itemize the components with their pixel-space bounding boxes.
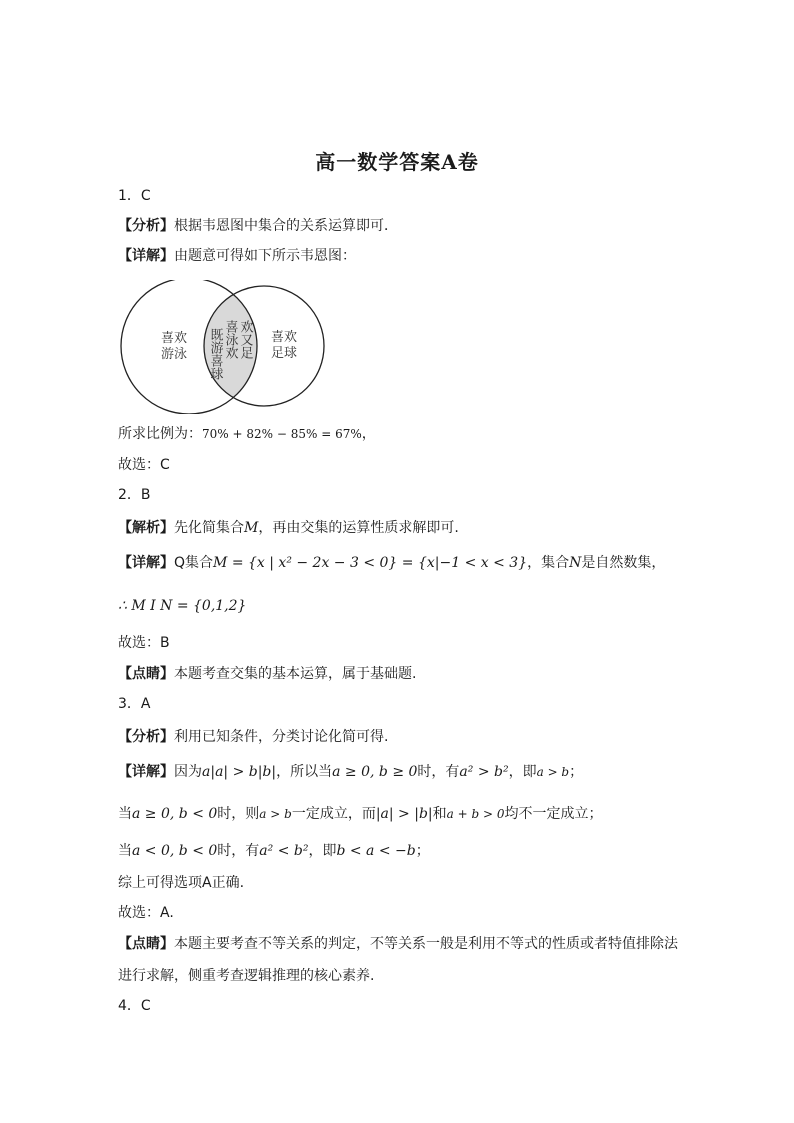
q3-case3-a: 当 <box>118 843 132 859</box>
q3-case2-cond: a ≥ 0, b < 0 <box>132 806 218 822</box>
q3-detail-sq: a² > b² <box>459 764 509 780</box>
q1-ratio <box>118 424 376 444</box>
q3-detail-cond: a ≥ 0, b ≥ 0 <box>332 764 418 780</box>
q3-case2-c: 一定成立，而 <box>291 806 376 822</box>
q1-ratio-end: ， <box>361 426 376 442</box>
q3-case3-c: ，即 <box>308 843 337 859</box>
venn-left-label-2: 游泳 <box>161 347 188 362</box>
q2-detail-N: N <box>569 555 582 571</box>
q3-case3-d: ； <box>415 843 430 859</box>
q2-detail <box>118 553 665 573</box>
q3-detail-e: ； <box>569 764 584 780</box>
q1-detail-text: 由题意可得如下所示韦恩图： <box>174 248 356 264</box>
q3-analysis <box>118 727 388 747</box>
q2-detail-b: ，集合 <box>527 555 570 571</box>
q3-detail-c: 时，有 <box>417 764 460 780</box>
q3-comment-1 <box>118 934 678 954</box>
q3-detail-d: ，即 <box>508 764 537 780</box>
q3-case2-a: 当 <box>118 806 132 822</box>
q3-case2-res: a > b <box>259 807 292 821</box>
q4-answer: 4．C <box>118 998 151 1014</box>
q3-case2-e: 均不一定成立； <box>504 806 603 822</box>
q3-detail-ineq: a|a| > b|b| <box>202 764 277 780</box>
q3-comment-tag: 【点睛】 <box>118 936 174 952</box>
q3-comment-line1: 本题主要考查不等关系的判定，不等关系一般是利用不等式的性质或者特值排除法 <box>174 936 678 952</box>
q3-case2-sum: a + b > 0 <box>446 807 505 821</box>
q3-case3-cond: a < 0, b < 0 <box>132 843 218 859</box>
q2-detail-tag: 【详解】 <box>118 555 174 571</box>
q2-therefore: ∴ M I N = {0,1,2} <box>118 598 247 614</box>
q2-detail-a: Q集合 <box>174 555 214 571</box>
q3-case3 <box>118 841 430 861</box>
venn-left-label-1: 喜欢 <box>161 331 188 346</box>
q2-analysis-text-b: ，再由交集的运算性质求解即可. <box>258 520 459 536</box>
q2-analysis-text-a: 先化简集合 <box>174 520 244 536</box>
venn-mid-col-3: 欢又足 <box>237 320 253 359</box>
q1-analysis-text: 根据韦恩图中集合的关系运算即可． <box>174 218 398 234</box>
q3-case2-b: 时，则 <box>217 806 260 822</box>
q1-detail-tag: 【详解】 <box>118 248 174 264</box>
q2-answer: 2．B <box>118 487 151 503</box>
q3-analysis-tag: 【分析】 <box>118 729 174 745</box>
q2-analysis <box>118 518 459 538</box>
q1-analysis-tag: 【分析】 <box>118 218 174 234</box>
q3-comment-2: 进行求解，侧重考查逻辑推理的核心素养. <box>118 968 375 984</box>
q3-detail-b: ，所以当 <box>276 764 333 780</box>
page-title: 高一数学答案A卷 <box>315 150 479 174</box>
q3-case2-abs: |a| > |b| <box>375 806 433 822</box>
venn-right-label-2: 足球 <box>271 346 298 361</box>
venn-mid-col-2: 喜泳欢 <box>222 320 238 359</box>
q3-summary: 综上可得选项A正确. <box>118 875 245 891</box>
q1-analysis <box>118 216 398 236</box>
q3-choose: 故选：A. <box>118 905 174 921</box>
q3-detail <box>118 762 583 782</box>
venn-diagram <box>118 280 333 414</box>
q3-detail-res: a > b <box>536 765 570 779</box>
q3-answer: 3．A <box>118 696 151 712</box>
q3-case2-d: 和 <box>432 806 447 822</box>
venn-right-label-1: 喜欢 <box>271 330 298 345</box>
q2-detail-c: 是自然数集， <box>581 555 666 571</box>
q3-case3-b: 时，有 <box>217 843 260 859</box>
q3-case3-sq: a² < b² <box>259 843 309 859</box>
q3-analysis-text: 利用已知条件，分类讨论化简可得. <box>174 729 389 745</box>
q3-case2 <box>118 804 602 824</box>
venn-mid-col-1: 既游喜球 <box>207 328 223 380</box>
q2-comment-tag: 【点睛】 <box>118 666 174 682</box>
q2-detail-set: M = {x | x² − 2x − 3 < 0} = {x|−1 < x < 3} <box>213 555 528 571</box>
q2-analysis-tag: 【解析】 <box>118 520 174 536</box>
q2-choose: 故选：B <box>118 635 170 651</box>
q3-detail-a: 因为 <box>174 764 202 780</box>
q1-detail <box>118 246 356 266</box>
q2-analysis-M: M <box>244 520 259 536</box>
q1-ratio-expr: 70% + 82% − 85% = 67% <box>202 427 362 441</box>
q3-detail-tag: 【详解】 <box>118 764 174 780</box>
q1-choose: 故选：C <box>118 457 170 473</box>
q1-answer: 1．C <box>118 188 151 204</box>
q3-case3-res: b < a < −b <box>336 843 416 859</box>
q2-comment-text: 本题考查交集的基本运算，属于基础题. <box>174 666 417 682</box>
q1-ratio-label: 所求比例为： <box>118 426 202 442</box>
q2-comment <box>118 664 416 684</box>
